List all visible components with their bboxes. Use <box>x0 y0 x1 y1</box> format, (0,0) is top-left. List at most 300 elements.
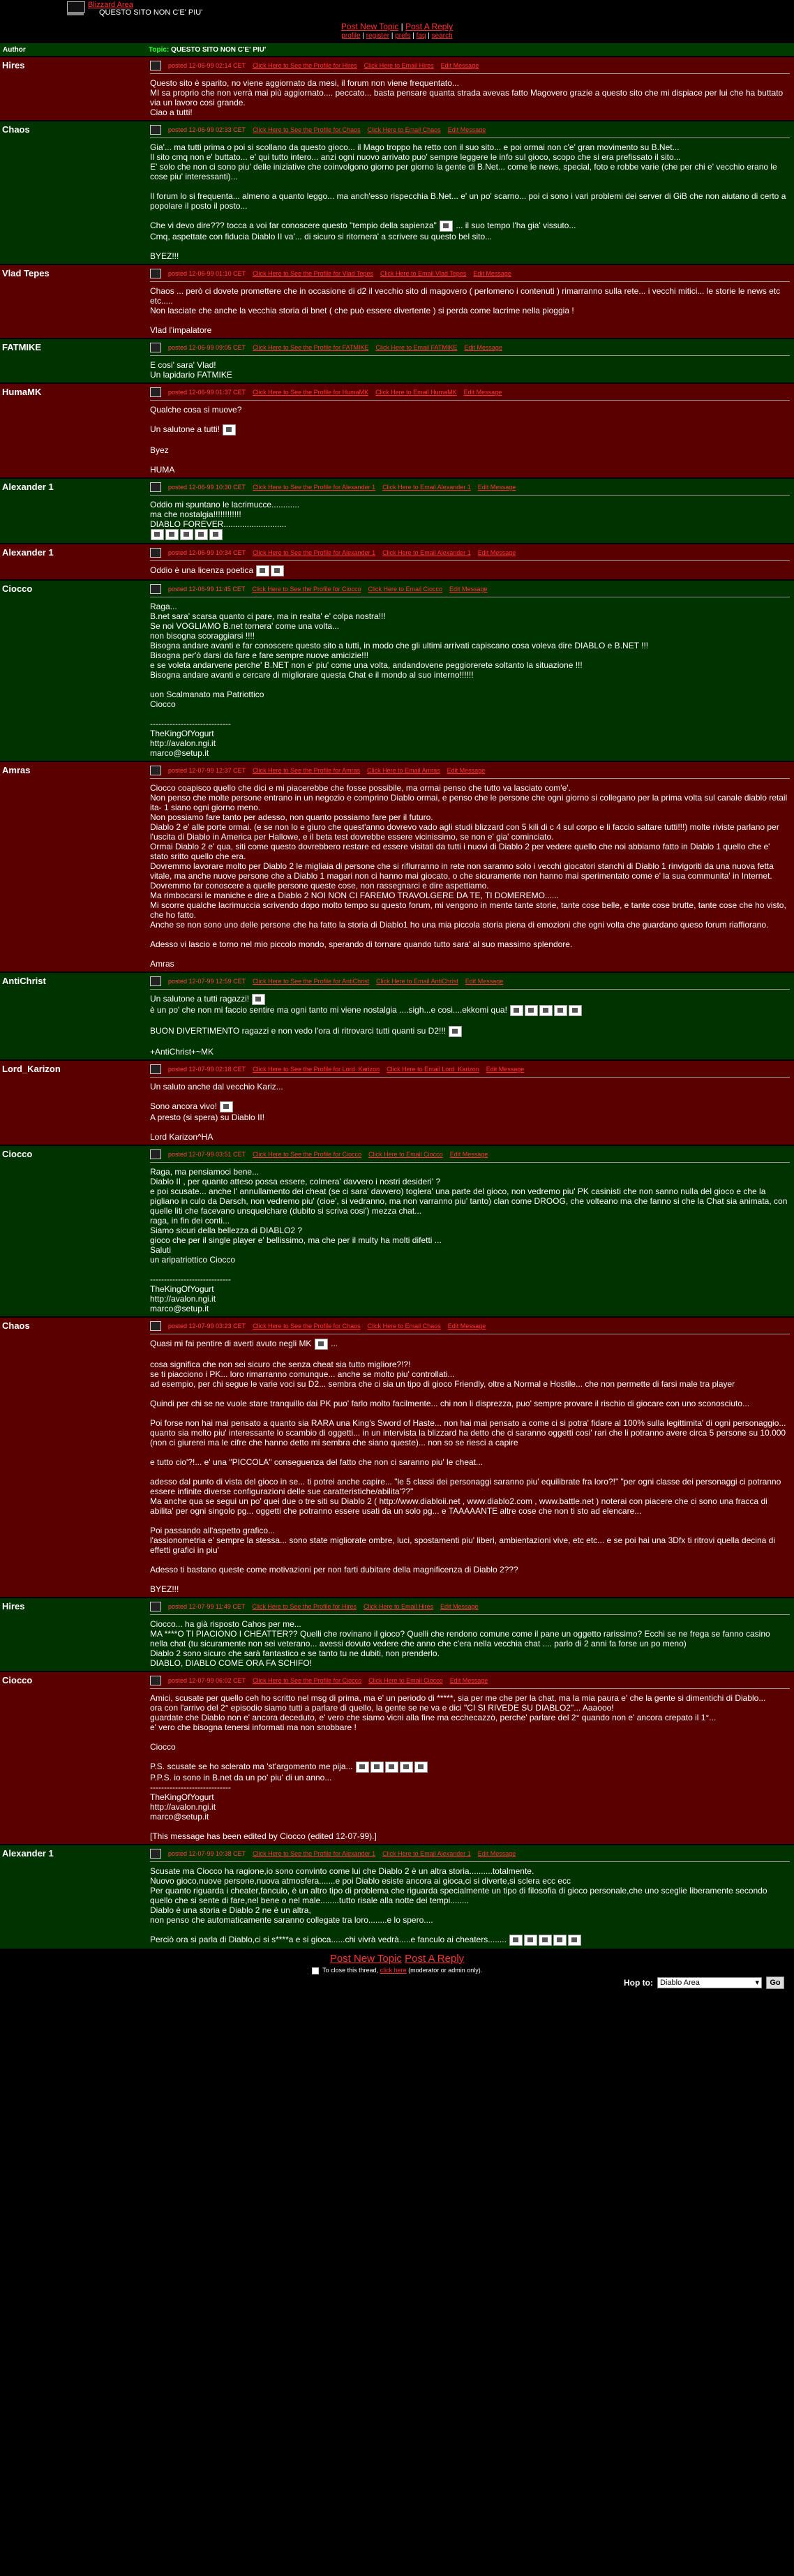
post-line: cosa significa che non sei sicuro che senza cheat sia tutto migliore?!?! <box>150 1360 411 1369</box>
post-line: Questo sito è sparito, no viene aggiornato da mesi, il forum non viene frequentato... <box>150 78 459 88</box>
post-author: Hires <box>0 57 146 121</box>
post-row <box>0 478 794 544</box>
profile-link[interactable]: profile <box>341 32 361 40</box>
post-divider <box>150 560 790 561</box>
post-line: se ti piacciono i PK... loro rimarranno comunque... anche se molto piu' controllati... <box>150 1369 455 1379</box>
post-author: HumaMK <box>0 383 146 478</box>
post-icon <box>150 1676 161 1685</box>
edit-message-link[interactable]: Edit Message <box>473 270 511 277</box>
post-line: Per quanto riguarda i cheater,fanculo, è un altro tipo di problema che riguarda specialmente un tipo di filosofia di gioco personale,che uno sceglie liberamente secondo quello che si sente di fare,nel bene o nel male........tutto risale alla notte dei tempi........ <box>150 1886 770 1905</box>
smiley-icon <box>414 1762 428 1773</box>
post-line <box>150 680 790 690</box>
post-line: Vlad l'impalatore <box>150 325 212 335</box>
post-line: Quindi per chi se ne vuole stare tranquillo dai PK puo' farlo molto facilmente... chi non li disprezza, puo' sempre provare il rischio di giocare con uno sconosciuto... <box>150 1399 750 1408</box>
post-line: è un po' che non mi faccio sentire ma ogni tanto mi viene nostalgia ....sigh...e cosi....ekkomi qua! <box>150 1005 790 1016</box>
post-row <box>0 121 794 265</box>
forum-breadcrumb-link[interactable]: Blizzard Area <box>88 1 133 9</box>
post-row <box>0 544 794 580</box>
hop-to-form <box>624 1976 784 1989</box>
post-message <box>146 265 794 338</box>
folder-icon <box>67 1 85 13</box>
post-body <box>150 500 790 540</box>
post-date: posted 12-07-99 10:38 CET <box>168 1850 246 1857</box>
email-link[interactable]: Click Here to Email Hires <box>363 1603 433 1610</box>
edit-message-link[interactable]: Edit Message <box>449 1151 488 1158</box>
post-date: posted 12-07-99 03:51 CET <box>168 1151 246 1158</box>
posts-table <box>0 43 794 1949</box>
post-message <box>146 1145 794 1317</box>
post-icon <box>150 766 161 775</box>
post-line <box>150 1555 790 1565</box>
post-line: Scusate ma Ciocco ha ragione,io sono convinto come lui che Diablo 2 è un altra storia..........totalmente. <box>150 1866 534 1876</box>
post-date: posted 12-07-99 03:23 CET <box>168 1323 246 1330</box>
post-date: posted 12-06-99 01:10 CET <box>168 270 246 277</box>
post-row <box>0 761 794 972</box>
post-line: marco@setup.it <box>150 748 209 758</box>
post-line: Adesso ti bastano queste come motivazioni per non farti dubitare della magnificenza di Diablo 2??? <box>150 1565 518 1574</box>
post-reply-link[interactable]: Post A Reply <box>405 22 454 31</box>
close-thread-note: (moderator or admin only). <box>408 1967 483 1974</box>
post-author: Ciocco <box>0 580 146 761</box>
post-line: Ormai Diablo 2 e' qua, siti come questo dovrebbero restare ed essere visitati da tutti i nuovi di Diablo 2 per vedere quello che noi abbiamo fatto in Diablo 1 quello che e' stato sritto quello che era. <box>150 842 772 861</box>
faq-link[interactable]: faq <box>416 32 426 40</box>
edit-message-link[interactable]: Edit Message <box>449 1677 488 1684</box>
email-link[interactable]: Click Here to Email Amras <box>367 767 440 774</box>
post-body <box>150 783 790 969</box>
thread-title: QUESTO SITO NON C'E' PIU' <box>99 8 203 17</box>
post-icon <box>150 61 161 70</box>
edit-message-link[interactable]: Edit Message <box>477 549 516 556</box>
profile-link[interactable]: Click Here to See the Profile for Alexander 1 <box>253 1850 376 1857</box>
post-date: posted 12-06-99 01:37 CET <box>168 389 246 396</box>
post-date: posted 12-07-99 02:18 CET <box>168 1066 246 1073</box>
profile-link[interactable]: Click Here to See the Profile for AntiChrist <box>253 978 370 985</box>
post-line: Perciò ora si parla di Diablo,ci si s****a e si gioca......chi vivrà vedrà.....e fanculo ai cheaters........ <box>150 1935 790 1946</box>
post-icon <box>150 548 161 558</box>
post-line: Diablo 2 sono sicuro che sarà fantastico e se tanto tu ne dubiti, non prenderlo. <box>150 1648 440 1658</box>
post-author: Amras <box>0 761 146 972</box>
post-icon <box>150 125 161 135</box>
post-line <box>150 1752 790 1762</box>
smiley-icon <box>524 1935 537 1946</box>
post-divider <box>150 400 790 401</box>
post-line: Diablo è una storia e Diablo 2 ne è un altra, <box>150 1905 311 1915</box>
post-line: Ciocco <box>150 1742 176 1752</box>
post-line: Ciocco... ha già risposto Cahos per me... <box>150 1619 301 1629</box>
post-line: Il forum lo si frequenta... almeno a quanto leggo... ma anch'esso rispecchia B.Net... e' un po' scarno... poi ci sono i vari problemi dei server di GiB che non aiutano di certo a popolare il posto il posto... <box>150 191 788 211</box>
post-meta <box>150 583 790 595</box>
smiley-icon <box>568 1935 581 1946</box>
post-message <box>146 761 794 972</box>
post-message <box>146 1672 794 1845</box>
post-line: Bisogna andare avanti e cercare di migliorare questa Chat e il mondo al suo interno!!!!!! <box>150 670 474 680</box>
profile-link[interactable]: Click Here to See the Profile for HumaMK <box>253 389 369 396</box>
post-message <box>146 57 794 121</box>
post-row <box>0 580 794 761</box>
post-date: posted 12-06-99 10:34 CET <box>168 549 246 556</box>
smiley-icon <box>220 1101 233 1112</box>
edit-message-link[interactable]: Edit Message <box>447 126 486 133</box>
post-line <box>150 241 790 251</box>
edit-message-link[interactable]: Edit Message <box>463 389 502 396</box>
edit-message-link[interactable]: Edit Message <box>449 586 488 593</box>
email-link[interactable]: Click Here to Email Vlad Tepes <box>380 270 467 277</box>
post-row <box>0 265 794 338</box>
post-meta <box>150 1848 790 1859</box>
post-line: Ciao a tutti! <box>150 107 193 117</box>
post-divider <box>150 355 790 356</box>
hop-to-select[interactable]: Diablo Area ▾ <box>657 1977 762 1988</box>
post-date: posted 12-06-99 02:14 CET <box>168 62 246 69</box>
close-thread-text: To close this thread, <box>322 1967 379 1974</box>
post-meta <box>150 1064 790 1075</box>
profile-link[interactable]: Click Here to See the Profile for Ciocco <box>253 1151 362 1158</box>
post-line <box>150 455 790 465</box>
post-line: Oddio mi spuntano le lacrimucce............ <box>150 500 300 509</box>
post-line: Che vi devo dire??? tocca a voi far conoscere questo "tempio della sapienza" ... il suo tempo l'ha gia' vissuto... <box>150 221 576 231</box>
post-body <box>150 602 790 758</box>
smiley-icon <box>569 1005 582 1016</box>
post-author: Ciocco <box>0 1672 146 1845</box>
post-line: E' solo che non ci sono piu' delle iniziative che coinvolgono giorno per giorno la gente di B.Net... come le news, special, foto e robbe varie (che per chi e' vecchio erano le cose piu' interessanti)... <box>150 162 780 181</box>
email-link[interactable]: Click Here to Email Ciocco <box>368 1151 443 1158</box>
smiley-icon <box>553 1935 567 1946</box>
post-line <box>150 1467 790 1477</box>
post-line: Il sito cmq non e' buttato... e' qui tutto intero... anzi ogni nuovo arrivato puo' sempre leggere le info sul gioco, scopo che si era prefissato il sito... <box>150 152 681 162</box>
post-line: non bisogna scoraggiarsi !!!! <box>150 631 255 641</box>
post-line: DIABLO, DIABLO COME ORA FA SCHIFO! <box>150 1658 313 1668</box>
post-line: Bisogna andare avanti e far conoscere questo sito a tutti, in modo che gli ultimi arrivati capiscano cosa voleva dire DIABLO e B.NET !!! <box>150 641 649 650</box>
post-line: Oddio è una licenza poetica <box>150 565 790 576</box>
post-body <box>150 1339 790 1594</box>
post-line <box>150 315 790 325</box>
post-line: Bisogna per'ò darsi da fare e fare sempre nuove amicizie!!! <box>150 650 369 660</box>
post-message <box>146 338 794 383</box>
email-link[interactable]: Click Here to Email Chaos <box>367 126 441 133</box>
smiley-icon <box>525 1005 538 1016</box>
post-line: ----------------------------- <box>150 1274 231 1284</box>
post-body <box>150 1082 790 1142</box>
post-meta <box>150 547 790 558</box>
smiley-icon <box>223 424 236 435</box>
post-line <box>150 1574 790 1584</box>
post-line: TheKingOfYogurt <box>150 1284 214 1294</box>
smiley-icon <box>256 565 269 576</box>
post-row <box>0 1317 794 1598</box>
post-divider <box>150 989 790 990</box>
post-divider <box>150 1614 790 1615</box>
post-row <box>0 338 794 383</box>
edit-message-link[interactable]: Edit Message <box>477 1850 516 1857</box>
post-author: Chaos <box>0 1317 146 1598</box>
post-message <box>146 1845 794 1949</box>
post-line: Diablo 2 e' alle porte ormai. (e se non lo e giuro che quest'anno dovrevo vado agli studi blizzard con 5 kili di c 4 sul corpo e li faccio saltare tutti!!!) molte riviste parlano per l'uscita di Diablo in America per Hallowe, e il beta test dovrebbe essere vicinissimo, se non e' gia' cominciato. <box>150 822 782 842</box>
profile-link[interactable]: Click Here to See the Profile for Vlad Tepes <box>253 270 373 277</box>
post-line: guardate che Diablo non e' ancora deceduto, e' vero che siamo vicni alla fine ma ecchecazzò, perche' parlare del 2° quando non e' ancora crepato il 1°... <box>150 1713 717 1722</box>
profile-link[interactable]: Click Here to See the Profile for Alexander 1 <box>253 484 376 491</box>
post-line: Diablo II , per quanto atteso possa essere, colmera' davvero i nostri desideri' ? <box>150 1177 441 1186</box>
smiley-icon <box>449 1026 462 1037</box>
post-line <box>150 181 790 191</box>
edit-message-link[interactable]: Edit Message <box>465 978 504 985</box>
email-link[interactable]: Click Here to Email HumaMK <box>375 389 457 396</box>
edit-message-link[interactable]: Edit Message <box>440 62 479 69</box>
edit-message-link[interactable]: Edit Message <box>464 344 502 351</box>
smiley-icon <box>356 1762 369 1773</box>
profile-link[interactable]: Click Here to See the Profile for Chaos <box>253 1323 361 1330</box>
post-author: Vlad Tepes <box>0 265 146 338</box>
post-meta <box>150 1601 790 1612</box>
post-line <box>150 1447 790 1457</box>
topic-column-header <box>146 43 794 57</box>
post-body <box>150 1866 790 1946</box>
post-body <box>150 286 790 335</box>
post-line: Qualche cosa si muove? <box>150 405 242 415</box>
footer-links <box>0 1949 794 1965</box>
smiley-icon <box>440 221 453 232</box>
smiley-icon <box>315 1339 328 1350</box>
post-row <box>0 1672 794 1845</box>
smiley-icon <box>271 565 284 576</box>
edit-message-link[interactable]: Edit Message <box>477 484 516 491</box>
post-icon <box>150 1602 161 1611</box>
post-body <box>150 78 790 117</box>
close-thread-link[interactable]: click here <box>380 1967 407 1974</box>
post-line: Sono ancora vivo! <box>150 1101 790 1112</box>
post-line: uon Scalmanato ma Patriottico <box>150 690 264 699</box>
post-line: A presto (si spera) su Diablo II! <box>150 1112 265 1122</box>
email-link[interactable]: Click Here to Email Alexander 1 <box>382 549 471 556</box>
post-line <box>150 930 790 939</box>
post-line <box>150 1016 790 1026</box>
post-row <box>0 383 794 478</box>
edit-message-link[interactable]: Edit Message <box>486 1066 525 1073</box>
profile-link[interactable]: Click Here to See the Profile for FATMIKE <box>253 344 369 351</box>
profile-link[interactable]: Click Here to See the Profile for Amras <box>253 767 361 774</box>
post-row <box>0 972 794 1060</box>
profile-link[interactable]: Click Here to See the Profile for Ciocco <box>252 586 361 593</box>
post-line <box>150 1350 790 1360</box>
post-line: Poi passando all'aspetto grafico... <box>150 1526 276 1535</box>
post-author: Alexander 1 <box>0 478 146 544</box>
smiley-icon <box>554 1005 567 1016</box>
post-icon <box>150 1849 161 1859</box>
post-line: ----------------------------- <box>150 719 231 729</box>
post-author: AntiChrist <box>0 972 146 1060</box>
post-meta <box>150 482 790 493</box>
post-line: Cmq, aspettate con fiducia Diablo II va'... di sicuro si ritornera' a scrivere su questo bel sito... <box>150 232 493 241</box>
post-message <box>146 1060 794 1145</box>
edit-message-link[interactable]: Edit Message <box>447 767 486 774</box>
edit-message-link[interactable]: Edit Message <box>440 1603 479 1610</box>
email-link[interactable]: Click Here to Email Lord_Karizon <box>387 1066 479 1073</box>
post-line: Nuovo gioco,nuove persone,nuova atmosfera.......e poi Diablo esiste ancora ai gioca,ci si diverte,si sclera ecc ecc <box>150 1876 571 1886</box>
post-line <box>150 1516 790 1526</box>
post-author: FATMIKE <box>0 338 146 383</box>
post-body <box>150 142 790 261</box>
post-line: Amras <box>150 959 174 969</box>
smiley-icon <box>151 529 164 540</box>
post-line <box>150 211 790 221</box>
register-link[interactable]: register <box>366 32 390 40</box>
post-body <box>150 1693 790 1841</box>
post-divider <box>150 495 790 496</box>
post-line <box>150 1822 790 1831</box>
post-line: BYEZ!!! <box>150 251 179 261</box>
table-header-row <box>0 43 794 57</box>
smiley-icon <box>165 529 179 540</box>
email-link[interactable]: Click Here to Email Alexander 1 <box>382 484 471 491</box>
smiley-icon <box>509 1935 523 1946</box>
post-author: Ciocco <box>0 1145 146 1317</box>
profile-link[interactable]: Click Here to See the Profile for Chaos <box>253 126 361 133</box>
post-line: Un salutone a tutti ragazzi! <box>150 994 790 1005</box>
post-line: Adesso vi lascio e torno nel mio piccolo mondo, sperando di tornare quando tutto sara' al suo massimo splendore. <box>150 939 573 949</box>
post-date: posted 12-07-99 12:37 CET <box>168 767 246 774</box>
smiley-icon <box>400 1762 413 1773</box>
post-meta <box>150 1320 790 1332</box>
post-line <box>150 1092 790 1101</box>
post-meta <box>150 976 790 987</box>
email-link[interactable]: Click Here to Email FATMIKE <box>375 344 458 351</box>
post-icon <box>150 1149 161 1159</box>
post-line: +AntiChrist+~MK <box>150 1047 214 1057</box>
post-line <box>150 1037 790 1047</box>
post-line: Non possiamo fare tanto per adesso, non quanto possiamo fare per il futuro. <box>150 812 433 822</box>
post-line <box>150 709 790 719</box>
post-line: TheKingOfYogurt <box>150 729 214 738</box>
post-rows <box>0 57 794 1949</box>
post-line: gioco che per il single player e' bellissimo, ma che per il multy ha molti difetti ... <box>150 1235 442 1245</box>
profile-link[interactable]: Click Here to See the Profile for Alexander 1 <box>253 549 376 556</box>
post-line: Lord Karizon^HA <box>150 1132 214 1142</box>
profile-link[interactable]: Click Here to See the Profile for Hires <box>253 62 357 69</box>
prefs-link[interactable]: prefs <box>395 32 411 40</box>
post-line: Se noi VOGLIAMO B.net tornera' come una volta... <box>150 621 340 631</box>
post-divider <box>150 1861 790 1862</box>
post-new-topic-link[interactable]: Post New Topic <box>340 22 399 31</box>
post-icon <box>150 1321 161 1331</box>
post-line: non penso che automaticamente saranno collegate tra loro........e lo spero.... <box>150 1915 433 1925</box>
post-line: TheKingOfYogurt <box>150 1792 214 1802</box>
post-author: Chaos <box>0 121 146 265</box>
smiley-icon <box>195 529 208 540</box>
post-line: MA ****O TI PIACIONO I CHEATTER?? Quelli che rovinano il gioco? Quelli che rendono comune come il pane un oggetto rarissimo? Ecchi se ne frega se fanno casino nella chat (tu sicuramente non sei veterano... avessi dovuto vedere che anno che c'era nella vecchia chat .... parlo di 2 anni fa forse un po meno) <box>150 1629 773 1648</box>
post-date: posted 12-06-99 02:33 CET <box>168 126 246 133</box>
author-column-header: Author <box>0 43 146 57</box>
post-line <box>150 1732 790 1742</box>
smiley-icon <box>252 994 265 1005</box>
hop-to-label: Hop to: <box>624 1978 653 1988</box>
email-link[interactable]: Click Here to Email Ciocco <box>368 1677 443 1684</box>
post-date: posted 12-06-99 09:05 CET <box>168 344 246 351</box>
post-meta <box>150 268 790 279</box>
smiley-icon <box>539 1935 552 1946</box>
post-line: e' vero che bisogna tenersi informati ma non snobbare ! <box>150 1722 357 1732</box>
post-message <box>146 1317 794 1598</box>
email-link[interactable]: Click Here to Email Chaos <box>367 1323 441 1330</box>
profile-link[interactable]: Click Here to See the Profile for Hires <box>252 1603 357 1610</box>
post-line: Mi scorre qualche lacrimuccia scrivendo dopo molto tempo su questo forum, mi vengono in mente tante storie, tante cose belle, e tante cose brutte, tante cose che ho visto, che ho fatto. <box>150 900 789 920</box>
post-line: ad esempio, per chi segue le varie voci su D2... sembra che ci sia un tipo di gioco Friendly, oltre a Normal e Hostile... che non permette di farsi male tra player <box>150 1379 735 1389</box>
post-line: Saluti <box>150 1245 172 1255</box>
post-line <box>150 1389 790 1399</box>
post-line: http://avalon.ngi.it <box>150 1802 216 1812</box>
post-line: Poi forse non hai mai pensato a quanto sia RARA una King's Sword of Haste... non hai mai pensato a come ci si potra' fidare al 100% sulla legittimita' di ogni personaggio... quanto sia molto piu' interessante lo scambio di oggetti... in un intervista la blizzard ha detto che ci saranno oggetti cosi' rari che li potranno avere circa 5 persone su 10.000 (non ci giurerei ma le cifre che hanno detto mi sembra che siano queste)... non so se riesci a capire <box>150 1418 788 1447</box>
email-link[interactable]: Click Here to Email Hires <box>364 62 434 69</box>
post-line: marco@setup.it <box>150 1812 209 1822</box>
post-author: Alexander 1 <box>0 1845 146 1949</box>
footer-post-new-topic-link[interactable]: Post New Topic <box>329 1953 402 1965</box>
post-line: Gia'... ma tutti prima o poi si scollano da questo gioco... il Mago troppo ha retto con il suo sito... e poi ormai non c'e' gran movimento su B.Net... <box>150 142 680 152</box>
post-line <box>150 1925 790 1935</box>
search-link[interactable]: search <box>431 32 453 40</box>
post-line: e tutto cio'?!... e' una "PICCOLA" conseguenza del fatto che non ci saranno piu' le cheat... <box>150 1457 484 1467</box>
post-author: Lord_Karizon <box>0 1060 146 1145</box>
post-line: Ciocco <box>150 699 176 709</box>
post-message <box>146 580 794 761</box>
post-line: http://avalon.ngi.it <box>150 1294 216 1304</box>
post-row <box>0 1598 794 1672</box>
profile-link[interactable]: Click Here to See the Profile for Ciocco <box>253 1677 362 1684</box>
post-icon <box>150 269 161 278</box>
post-line: Anche se non sono uno delle persone che ha fatto la storia di Diablo1 ho una mia piccola storia piena di emozioni che ogni volta che guardano queso forum riaffiorano. <box>150 920 769 930</box>
top-navigation: Post New Topic | Post A Reply profile | register | prefs | faq | search <box>340 22 454 40</box>
email-link[interactable]: Click Here to Email Ciocco <box>368 586 443 593</box>
post-line: Raga... <box>150 602 177 611</box>
post-divider <box>150 1688 790 1689</box>
smiley-icon <box>510 1005 523 1016</box>
profile-link[interactable]: Click Here to See the Profile for Lord_Karizon <box>253 1066 380 1073</box>
post-meta <box>150 1149 790 1160</box>
post-line <box>150 435 790 445</box>
smiley-icon <box>539 1005 553 1016</box>
post-line: P.S. scusate se ho sclerato ma 'st'argomento me pija... <box>150 1762 790 1773</box>
close-thread-icon <box>312 1967 319 1974</box>
post-line: Dovremmo far conoscere a quelle persone queste cose, non rassegnarci e dire aspettiamo. <box>150 881 489 891</box>
smiley-icon <box>180 529 193 540</box>
post-line: BYEZ!!! <box>150 1584 179 1594</box>
post-line: Quasi mi fai pentire di averti avuto negli MK ... <box>150 1339 338 1349</box>
post-body <box>150 1167 790 1313</box>
post-body <box>150 405 790 475</box>
footer-post-reply-link[interactable]: Post A Reply <box>405 1953 465 1965</box>
post-icon <box>150 1064 161 1074</box>
post-divider <box>150 778 790 779</box>
post-line: BUON DIVERTIMENTO ragazzi e non vedo l'ora di ritrovarci tutti quanti su D2!!! <box>150 1026 790 1037</box>
post-line: ----------------------------- <box>150 1782 231 1792</box>
go-button[interactable]: Go <box>766 1976 784 1989</box>
edit-message-link[interactable]: Edit Message <box>447 1323 486 1330</box>
email-link[interactable]: Click Here to Email Alexander 1 <box>382 1850 471 1857</box>
post-divider <box>150 73 790 74</box>
post-divider <box>150 1077 790 1078</box>
page-footer <box>0 1949 794 1997</box>
post-line: Ma anche qua se segui un po' quei due o tre siti su Diablo 2 ( http://www.diabloii.net , www.diablo2.com , www.battle.net ) noterai con piacere che ci sono una fracca di abilita' per ogni singolo pg... oggetti che potranno essere usati da un solo pg... e TAAAAANTE altre cose che non ti sto ad elencare... <box>150 1496 770 1516</box>
post-meta <box>150 124 790 135</box>
post-line: un aripatriottico Ciocco <box>150 1255 236 1265</box>
post-line: HUMA <box>150 465 175 475</box>
post-date: posted 12-06-99 10:30 CET <box>168 484 246 491</box>
post-row <box>0 1145 794 1317</box>
post-message <box>146 478 794 544</box>
post-line: DIABLO FOREVER........................... <box>150 519 287 529</box>
post-message <box>146 544 794 580</box>
email-link[interactable]: Click Here to Email AntiChrist <box>376 978 458 985</box>
post-line: e se voleta andarvene perche' B.NET non e' piu' come una volta, andandovene peggiorerete soltanto la situazione !!! <box>150 660 583 670</box>
post-line: Raga, ma pensiamoci bene... <box>150 1167 260 1177</box>
post-meta <box>150 60 790 71</box>
